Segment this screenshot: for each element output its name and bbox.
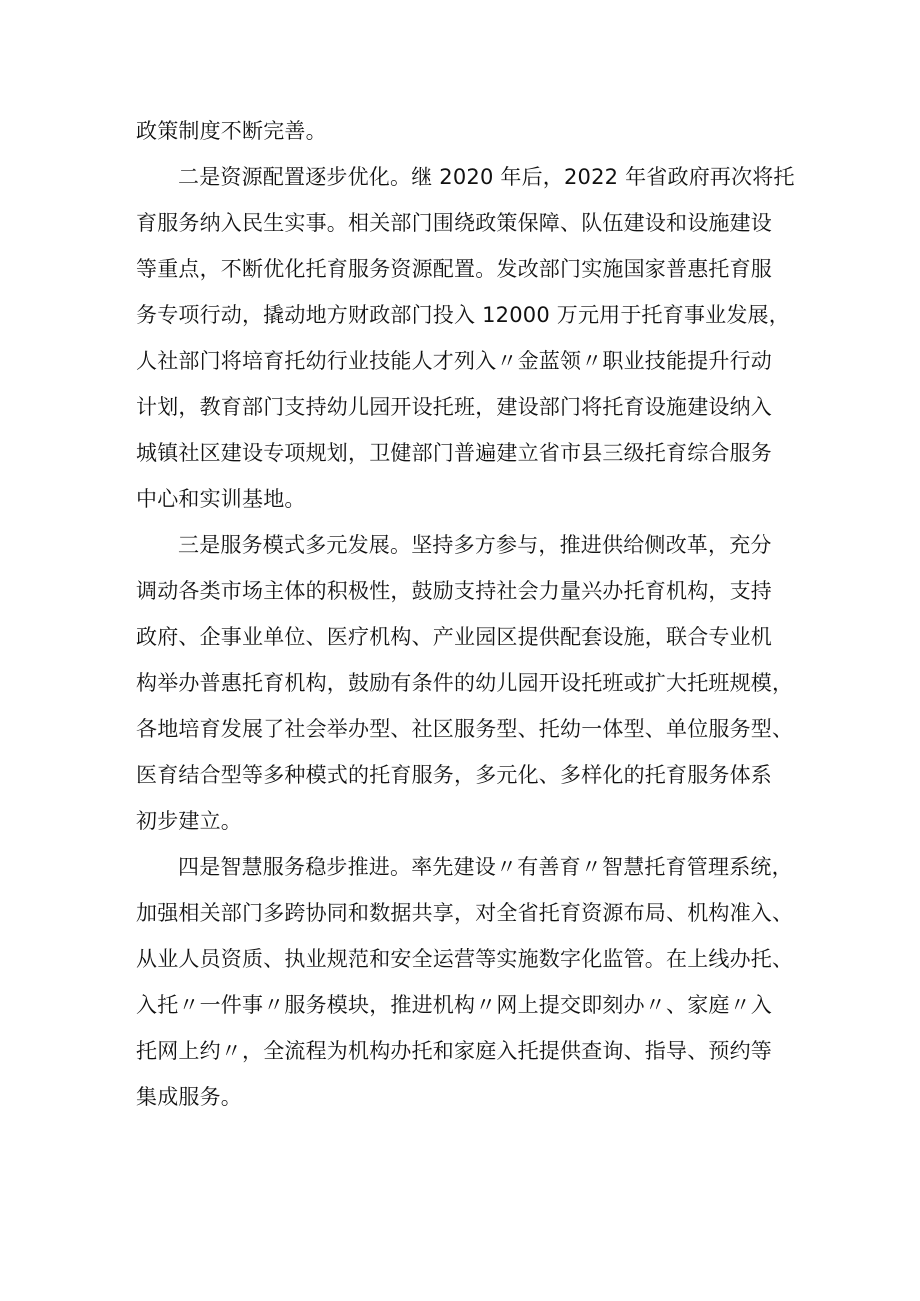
text-line: 城镇社区建设专项规划，卫健部门普遍建立省市县三级托育综合服务 — [136, 441, 772, 465]
document-body — [136, 108, 800, 1120]
paragraph-service-models — [136, 522, 800, 844]
text-line: 医育结合型等多种模式的托育服务，多元化、多样化的托育服务体系 — [136, 763, 772, 787]
text-line: 托网上约〃，全流程为机构办托和家庭入托提供查询、指导、预约等 — [136, 1039, 772, 1063]
document-page — [136, 108, 800, 1120]
text-line: 构举办普惠托育机构，鼓励有条件的幼儿园开设托班或扩大托班规模， — [136, 671, 794, 695]
text-line: 等重点，不断优化托育服务资源配置。发改部门实施国家普惠托育服 — [136, 257, 772, 281]
text-line: 从业人员资质、执业规范和安全运营等实施数字化监管。在上线办托、 — [136, 947, 794, 971]
text-line: 集成服务。 — [136, 1085, 242, 1109]
paragraph-policy-end — [136, 108, 800, 154]
text-line: 政策制度不断完善。 — [136, 119, 327, 143]
text-line: 二是资源配置逐步优化。继 2020 年后，2022 年省政府再次将托 — [178, 165, 795, 189]
text-line: 初步建立。 — [136, 809, 242, 833]
text-line: 务专项行动，撬动地方财政部门投入 12000 万元用于托育事业发展， — [136, 303, 790, 327]
text-line: 人社部门将培育托幼行业技能人才列入〃金蓝领〃职业技能提升行动 — [136, 349, 772, 373]
text-line: 育服务纳入民生实事。相关部门围绕政策保障、队伍建设和设施建设 — [136, 211, 772, 235]
text-line: 中心和实训基地。 — [136, 487, 306, 511]
paragraph-resource-allocation — [136, 154, 800, 522]
text-line: 各地培育发展了社会举办型、社区服务型、托幼一体型、单位服务型、 — [136, 717, 794, 741]
text-line: 政府、企事业单位、医疗机构、产业园区提供配套设施，联合专业机 — [136, 625, 772, 649]
text-line: 调动各类市场主体的积极性，鼓励支持社会力量兴办托育机构，支持 — [136, 579, 772, 603]
text-line: 四是智慧服务稳步推进。率先建设〃有善育〃智慧托育管理系统， — [178, 855, 793, 879]
text-line: 加强相关部门多跨协同和数据共享，对全省托育资源布局、机构准入、 — [136, 901, 794, 925]
paragraph-smart-services — [136, 844, 800, 1120]
text-line: 入托〃一件事〃服务模块，推进机构〃网上提交即刻办〃、家庭〃入 — [136, 993, 772, 1017]
text-line: 计划，教育部门支持幼儿园开设托班，建设部门将托育设施建设纳入 — [136, 395, 772, 419]
text-line: 三是服务模式多元发展。坚持多方参与，推进供给侧改革，充分 — [178, 533, 772, 557]
